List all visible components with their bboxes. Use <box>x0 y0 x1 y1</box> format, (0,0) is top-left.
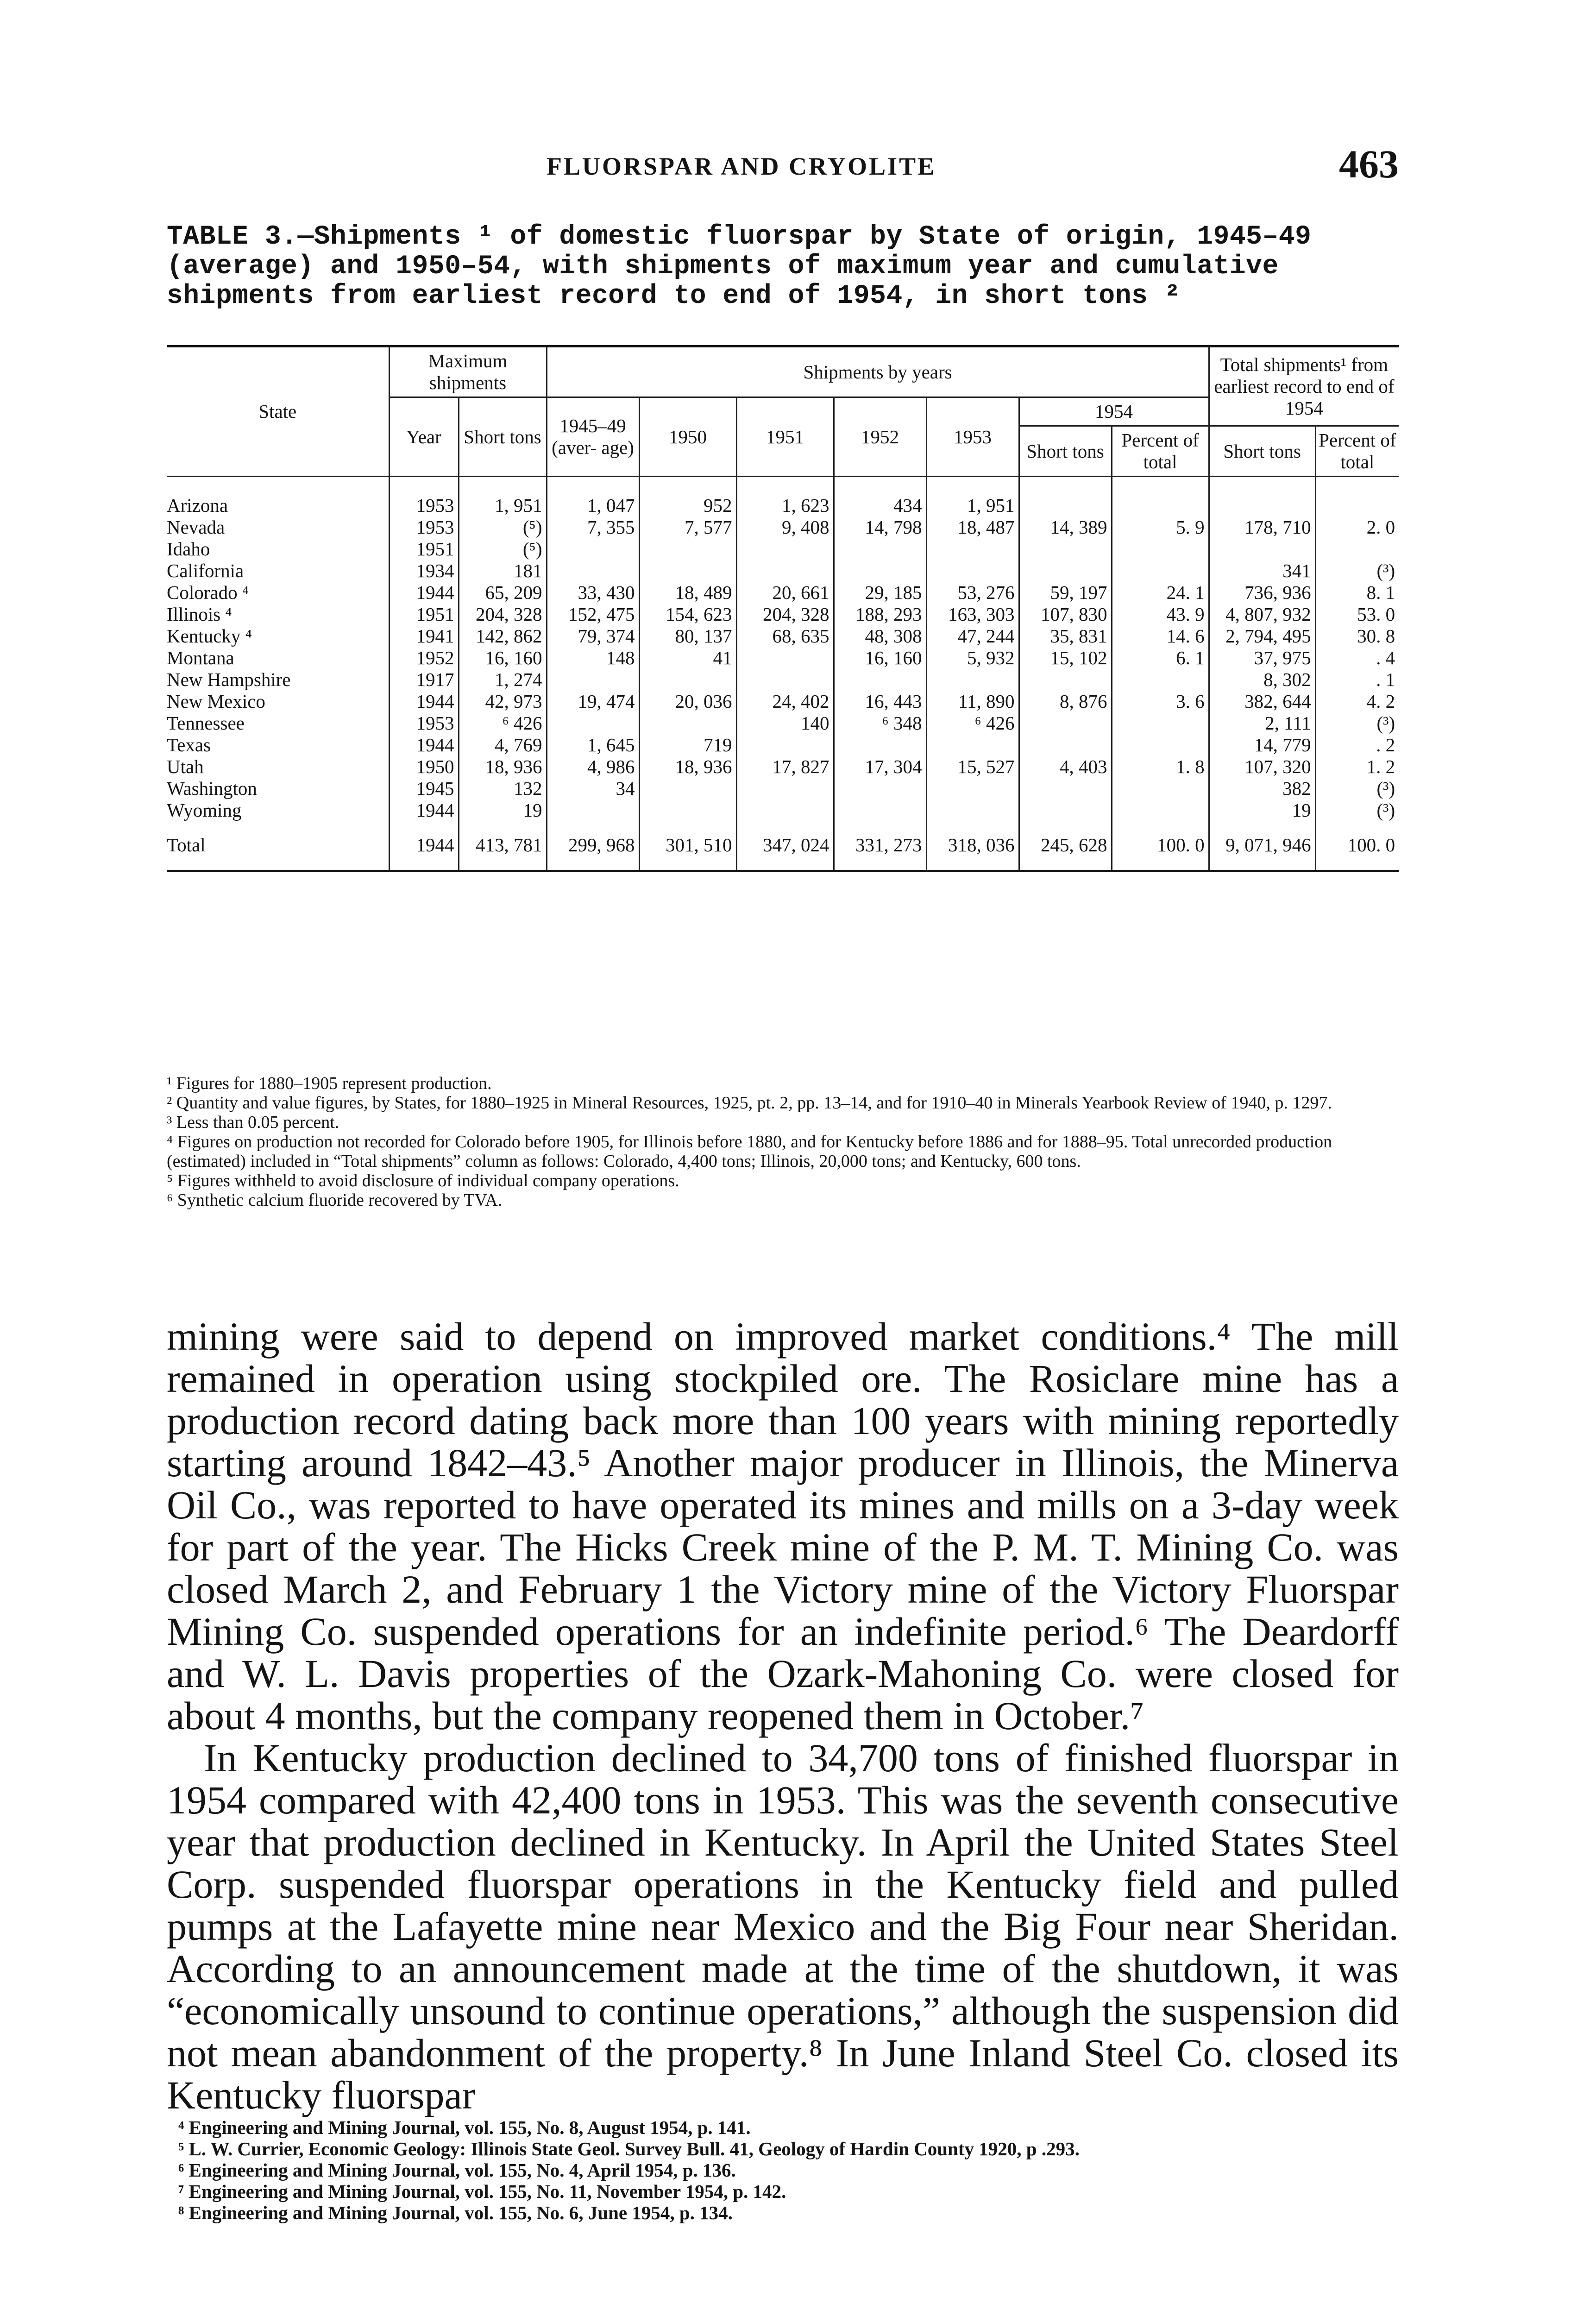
table-cell: 736, 936 <box>1209 582 1315 604</box>
table-footnote: ⁴ Figures on production not recorded for Colorado before 1905, for Illinois before 1880, and for Kentucky before 1886 and for 1888–95. Total unrecorded production (estimated) included in “Total shipments” column as follows: Colorado, 4,400 tons; Illinois, 20,000 tons; and Kentucky, 600 tons. <box>167 1132 1332 1171</box>
table-cell: ⁶ 348 <box>834 712 926 734</box>
table-cell <box>834 799 926 821</box>
table-cell: 53. 0 <box>1315 604 1399 625</box>
table-cell: 1, 645 <box>547 734 639 756</box>
table-cell: 1, 623 <box>736 477 834 517</box>
table-row <box>167 647 1399 669</box>
header-1952: 1952 <box>834 397 926 477</box>
table-cell <box>639 778 736 799</box>
table-cell <box>926 778 1019 799</box>
table-cell: 4, 807, 932 <box>1209 604 1315 625</box>
table-cell: 204, 328 <box>459 604 547 625</box>
table-cell <box>736 538 834 560</box>
table-cell: 331, 273 <box>834 821 926 871</box>
table-cell: 4, 986 <box>547 756 639 778</box>
table-cell: . 1 <box>1315 669 1399 691</box>
table-cell: 37, 975 <box>1209 647 1315 669</box>
table-cell <box>639 669 736 691</box>
table-cell: 79, 374 <box>547 625 639 647</box>
table-cell: 1. 8 <box>1112 756 1209 778</box>
table-cell: 3. 6 <box>1112 691 1209 712</box>
table-cell: 1. 2 <box>1315 756 1399 778</box>
header-short-tons: Short tons <box>459 397 547 477</box>
header-total-percent: Percent of total <box>1315 426 1399 477</box>
table-cell: 20, 036 <box>639 691 736 712</box>
table-cell: 18, 936 <box>639 756 736 778</box>
table-cell: 1951 <box>389 538 459 560</box>
page-footnote: ⁸ Engineering and Mining Journal, vol. 155, No. 6, June 1954, p. 134. <box>178 2202 733 2223</box>
table-cell <box>926 799 1019 821</box>
table-footnote: ¹ Figures for 1880–1905 represent production. <box>167 1074 492 1093</box>
table-cell: 107, 830 <box>1019 604 1112 625</box>
table-cell <box>736 734 834 756</box>
header-max-group: Maximum shipments <box>389 346 547 397</box>
page-header <box>167 142 1399 203</box>
table-cell: (⁵) <box>459 516 547 538</box>
table-cell: 9, 408 <box>736 516 834 538</box>
table-cell: 5, 932 <box>926 647 1019 669</box>
table-cell <box>639 538 736 560</box>
table-cell: 14, 798 <box>834 516 926 538</box>
state-cell: Illinois ⁴ <box>167 604 232 625</box>
table-cell: 301, 510 <box>639 821 736 871</box>
table-cell: 299, 968 <box>547 821 639 871</box>
page-footnotes <box>167 2117 1399 2223</box>
table-row <box>167 756 1399 778</box>
table-cell: 18, 489 <box>639 582 736 604</box>
table-cell: (³) <box>1315 778 1399 799</box>
table-cell: 140 <box>736 712 834 734</box>
table-cell: 19 <box>459 799 547 821</box>
table-cell <box>1019 778 1112 799</box>
table-cell: 8, 302 <box>1209 669 1315 691</box>
table-cell: 154, 623 <box>639 604 736 625</box>
table-cell <box>1112 560 1209 582</box>
table-cell: 48, 308 <box>834 625 926 647</box>
state-cell: Montana <box>167 647 234 668</box>
table-cell: 14, 389 <box>1019 516 1112 538</box>
table-row <box>167 625 1399 647</box>
table-cell <box>926 734 1019 756</box>
table-cell: 1, 047 <box>547 477 639 517</box>
table-row <box>167 477 1399 517</box>
table-cell: 1941 <box>389 625 459 647</box>
header-total-short-tons: Short tons <box>1209 426 1315 477</box>
table-cell: 318, 036 <box>926 821 1019 871</box>
table-cell <box>547 538 639 560</box>
page-number: 463 <box>1339 142 1399 186</box>
table-cell: 16, 443 <box>834 691 926 712</box>
table-cell: 1934 <box>389 560 459 582</box>
table-cell: 6. 1 <box>1112 647 1209 669</box>
table-cell: 107, 320 <box>1209 756 1315 778</box>
table-cell: 204, 328 <box>736 604 834 625</box>
table-cell: 1953 <box>389 516 459 538</box>
table-cell <box>736 669 834 691</box>
table-cell: 152, 475 <box>547 604 639 625</box>
table-cell: 14. 6 <box>1112 625 1209 647</box>
table-cell: 413, 781 <box>459 821 547 871</box>
table-cell: 80, 137 <box>639 625 736 647</box>
table-cell: 1944 <box>389 691 459 712</box>
table-cell <box>1209 477 1315 517</box>
table-cell: (³) <box>1315 799 1399 821</box>
table-cell: 24. 1 <box>1112 582 1209 604</box>
table-cell <box>834 778 926 799</box>
table-cell: 30. 8 <box>1315 625 1399 647</box>
table-cell: ⁶ 426 <box>926 712 1019 734</box>
table-cell: 719 <box>639 734 736 756</box>
table-cell: 2. 0 <box>1315 516 1399 538</box>
running-head: FLUORSPAR AND CRYOLITE <box>547 152 936 180</box>
table-cell <box>1019 477 1112 517</box>
table-cell <box>736 647 834 669</box>
table-cell: 1953 <box>389 712 459 734</box>
table-cell: 434 <box>834 477 926 517</box>
table-row <box>167 669 1399 691</box>
table-cell: 53, 276 <box>926 582 1019 604</box>
table-cell <box>547 669 639 691</box>
table-cell: 1950 <box>389 756 459 778</box>
table-cell: 1944 <box>389 799 459 821</box>
table-cell <box>1112 778 1209 799</box>
table-cell: 1944 <box>389 821 459 871</box>
table-cell: 41 <box>639 647 736 669</box>
table-cell: 8, 876 <box>1019 691 1112 712</box>
header-total-group: Total shipments¹ from earliest record to end of 1954 <box>1209 346 1399 426</box>
table-cell <box>834 734 926 756</box>
state-cell: New Mexico <box>167 691 265 712</box>
state-cell: Wyoming <box>167 799 242 821</box>
table-cell <box>1315 538 1399 560</box>
table-cell <box>736 778 834 799</box>
table-cell: 1, 951 <box>926 477 1019 517</box>
table-cell: 35, 831 <box>1019 625 1112 647</box>
table-cell: 1951 <box>389 604 459 625</box>
table-cell <box>639 799 736 821</box>
table-cell: 2, 111 <box>1209 712 1315 734</box>
table-cell <box>1019 560 1112 582</box>
table-cell <box>926 560 1019 582</box>
table-footnote: ³ Less than 0.05 percent. <box>167 1113 339 1132</box>
table-cell: 1917 <box>389 669 459 691</box>
table-footnotes <box>167 1074 1399 1210</box>
table-row <box>167 691 1399 712</box>
table-cell <box>834 538 926 560</box>
table-cell: 9, 071, 946 <box>1209 821 1315 871</box>
table-cell: 15, 102 <box>1019 647 1112 669</box>
table-footnote: ⁵ Figures withheld to avoid disclosure of individual company operations. <box>167 1171 679 1190</box>
table-cell: 11, 890 <box>926 691 1019 712</box>
header-1951: 1951 <box>736 397 834 477</box>
page-footnote: ⁵ L. W. Currier, Economic Geology: Illinois State Geol. Survey Bull. 41, Geology of Hardin County 1920, p .293. <box>178 2138 1080 2159</box>
table-cell: 1952 <box>389 647 459 669</box>
table-cell: 132 <box>459 778 547 799</box>
table-cell: 4, 769 <box>459 734 547 756</box>
table-cell: (⁵) <box>459 538 547 560</box>
table-row <box>167 712 1399 734</box>
table-cell: 59, 197 <box>1019 582 1112 604</box>
table-cell: . 4 <box>1315 647 1399 669</box>
body-text <box>167 1315 1399 2116</box>
state-cell: Colorado ⁴ <box>167 582 249 603</box>
table-footnote: ² Quantity and value figures, by States, for 1880–1925 in Mineral Resources, 1925, pt. 2, pp. 13–14, and for 1910–40 in Minerals Yearbook Review of 1940, p. 1297. <box>167 1093 1332 1113</box>
table-cell: 142, 862 <box>459 625 547 647</box>
page-footnote: ⁴ Engineering and Mining Journal, vol. 155, No. 8, August 1954, p. 141. <box>178 2117 751 2138</box>
table-cell <box>1315 477 1399 517</box>
table-cell: 19 <box>1209 799 1315 821</box>
page-footnote: ⁶ Engineering and Mining Journal, vol. 155, No. 4, April 1954, p. 136. <box>178 2159 736 2181</box>
table-cell: 1944 <box>389 582 459 604</box>
table-cell <box>1112 538 1209 560</box>
table-cell: 100. 0 <box>1315 821 1399 871</box>
table-cell: 17, 827 <box>736 756 834 778</box>
table-cell: 1, 274 <box>459 669 547 691</box>
table-title: TABLE 3.—Shipments ¹ of domestic fluorspar by State of origin, 1945–49 (average) and 1950–54, with shipments of maximum year and cumulative shipments from earliest record to end of 1954, in short tons ² <box>167 222 1312 311</box>
table-cell <box>1112 712 1209 734</box>
table-cell: . 2 <box>1315 734 1399 756</box>
page-footnote: ⁷ Engineering and Mining Journal, vol. 155, No. 11, November 1954, p. 142. <box>178 2181 786 2202</box>
table-cell: 15, 527 <box>926 756 1019 778</box>
table-cell: 65, 209 <box>459 582 547 604</box>
table-row <box>167 799 1399 821</box>
table-cell: 7, 355 <box>547 516 639 538</box>
table-cell <box>547 799 639 821</box>
table-cell: 341 <box>1209 560 1315 582</box>
table-cell: 7, 577 <box>639 516 736 538</box>
table-cell <box>1019 538 1112 560</box>
table-cell: 8. 1 <box>1315 582 1399 604</box>
table-cell: 382 <box>1209 778 1315 799</box>
paragraph: In Kentucky production declined to 34,700 tons of finished fluorspar in 1954 compared with 42,400 tons in 1953. This was the seventh consecutive year that production declined in Kentucky. In April the United States Steel Corp. suspended fluorspar operations in the Kentucky field and pulled pumps at the Lafayette mine near Mexico and the Big Four near Sheridan. According to an announcement made at the time of the shutdown, it was “economically unsound to continue operations,” although the suspension did not mean abandonment of the property.⁸ In June Inland Steel Co. closed its Kentucky fluorspar <box>167 1736 1399 2117</box>
table-cell: 18, 936 <box>459 756 547 778</box>
table-cell: ⁶ 426 <box>459 712 547 734</box>
header-1950: 1950 <box>639 397 736 477</box>
table-cell <box>639 560 736 582</box>
table-cell: 1945 <box>389 778 459 799</box>
table-cell: 29, 185 <box>834 582 926 604</box>
table-cell <box>1112 477 1209 517</box>
header-avg: 1945–49 (aver- age) <box>547 397 639 477</box>
table-cell <box>1019 712 1112 734</box>
state-cell: California <box>167 560 244 581</box>
table-cell: 43. 9 <box>1112 604 1209 625</box>
table-cell: 16, 160 <box>834 647 926 669</box>
table-row <box>167 560 1399 582</box>
table-cell <box>547 560 639 582</box>
state-cell: Utah <box>167 756 204 777</box>
table-cell: 178, 710 <box>1209 516 1315 538</box>
table-cell <box>736 560 834 582</box>
table-cell: 1, 951 <box>459 477 547 517</box>
table-cell: 47, 244 <box>926 625 1019 647</box>
table-cell: 1953 <box>389 477 459 517</box>
state-cell: Washington <box>167 778 257 799</box>
table-row <box>167 582 1399 604</box>
table-cell: 17, 304 <box>834 756 926 778</box>
state-cell: Kentucky ⁴ <box>167 625 252 647</box>
table-cell: 2, 794, 495 <box>1209 625 1315 647</box>
table-row <box>167 734 1399 756</box>
state-cell: Texas <box>167 734 211 755</box>
table-cell: 20, 661 <box>736 582 834 604</box>
table-cell: 33, 430 <box>547 582 639 604</box>
table-cell: 382, 644 <box>1209 691 1315 712</box>
table-cell <box>639 712 736 734</box>
shipments-table <box>167 345 1399 872</box>
table-cell: 347, 024 <box>736 821 834 871</box>
table-cell: 14, 779 <box>1209 734 1315 756</box>
table-cell: 4, 403 <box>1019 756 1112 778</box>
table-cell: 42, 973 <box>459 691 547 712</box>
table-footnote: ⁶ Synthetic calcium fluoride recovered by TVA. <box>167 1190 503 1210</box>
table-cell <box>1112 669 1209 691</box>
table-cell <box>1019 799 1112 821</box>
header-state: State <box>167 346 389 477</box>
table-body <box>167 477 1399 871</box>
state-cell: Nevada <box>167 516 225 538</box>
header-1954-percent: Percent of total <box>1112 426 1209 477</box>
table-cell: 19, 474 <box>547 691 639 712</box>
table-total-row <box>167 821 1399 871</box>
table-cell: 5. 9 <box>1112 516 1209 538</box>
table-cell: 16, 160 <box>459 647 547 669</box>
table-cell: 952 <box>639 477 736 517</box>
table-cell: 34 <box>547 778 639 799</box>
table-cell: (³) <box>1315 560 1399 582</box>
table-cell <box>1019 734 1112 756</box>
header-1954-short-tons: Short tons <box>1019 426 1112 477</box>
table-cell <box>736 799 834 821</box>
header-1954: 1954 <box>1019 397 1209 426</box>
table-cell: 245, 628 <box>1019 821 1112 871</box>
table-cell <box>834 669 926 691</box>
table-cell <box>1209 538 1315 560</box>
header-1953: 1953 <box>926 397 1019 477</box>
table-cell <box>926 538 1019 560</box>
table-cell: 18, 487 <box>926 516 1019 538</box>
state-cell: Tennessee <box>167 712 245 734</box>
table-cell: (³) <box>1315 712 1399 734</box>
header-years-group: Shipments by years <box>547 346 1209 397</box>
state-cell: Idaho <box>167 538 210 560</box>
table-cell: 4. 2 <box>1315 691 1399 712</box>
state-cell: New Hampshire <box>167 669 291 690</box>
table-cell <box>1019 669 1112 691</box>
table-row <box>167 778 1399 799</box>
table-cell: 148 <box>547 647 639 669</box>
table-cell <box>926 669 1019 691</box>
table-row <box>167 538 1399 560</box>
table-row <box>167 604 1399 625</box>
table-cell: 24, 402 <box>736 691 834 712</box>
state-cell: Arizona <box>167 495 228 516</box>
table-cell: 188, 293 <box>834 604 926 625</box>
table-cell: 68, 635 <box>736 625 834 647</box>
table-row <box>167 516 1399 538</box>
table-cell: 100. 0 <box>1112 821 1209 871</box>
table-cell: 163, 303 <box>926 604 1019 625</box>
table-cell <box>1112 799 1209 821</box>
header-year: Year <box>389 397 459 477</box>
table-cell <box>834 560 926 582</box>
table-cell: 1944 <box>389 734 459 756</box>
paragraph: mining were said to depend on improved market conditions.⁴ The mill remained in operation using stockpiled ore. The Rosiclare mine has a production record dating back more than 100 years with mining reportedly starting around 1842–43.⁵ Another major producer in Illinois, the Minerva Oil Co., was reported to have operated its mines and mills on a 3-day week for part of the year. The Hicks Creek mine of the P. M. T. Mining Co. was closed March 2, and February 1 the Victory mine of the Victory Fluorspar Mining Co. suspended operations for an indefinite period.⁶ The Deardorff and W. L. Davis properties of the Ozark-Mahoning Co. were closed for about 4 months, but the company reopened them in October.⁷ <box>167 1314 1399 1738</box>
state-cell: Total <box>167 821 389 871</box>
table-cell <box>1112 734 1209 756</box>
table-cell <box>547 712 639 734</box>
table-cell: 181 <box>459 560 547 582</box>
